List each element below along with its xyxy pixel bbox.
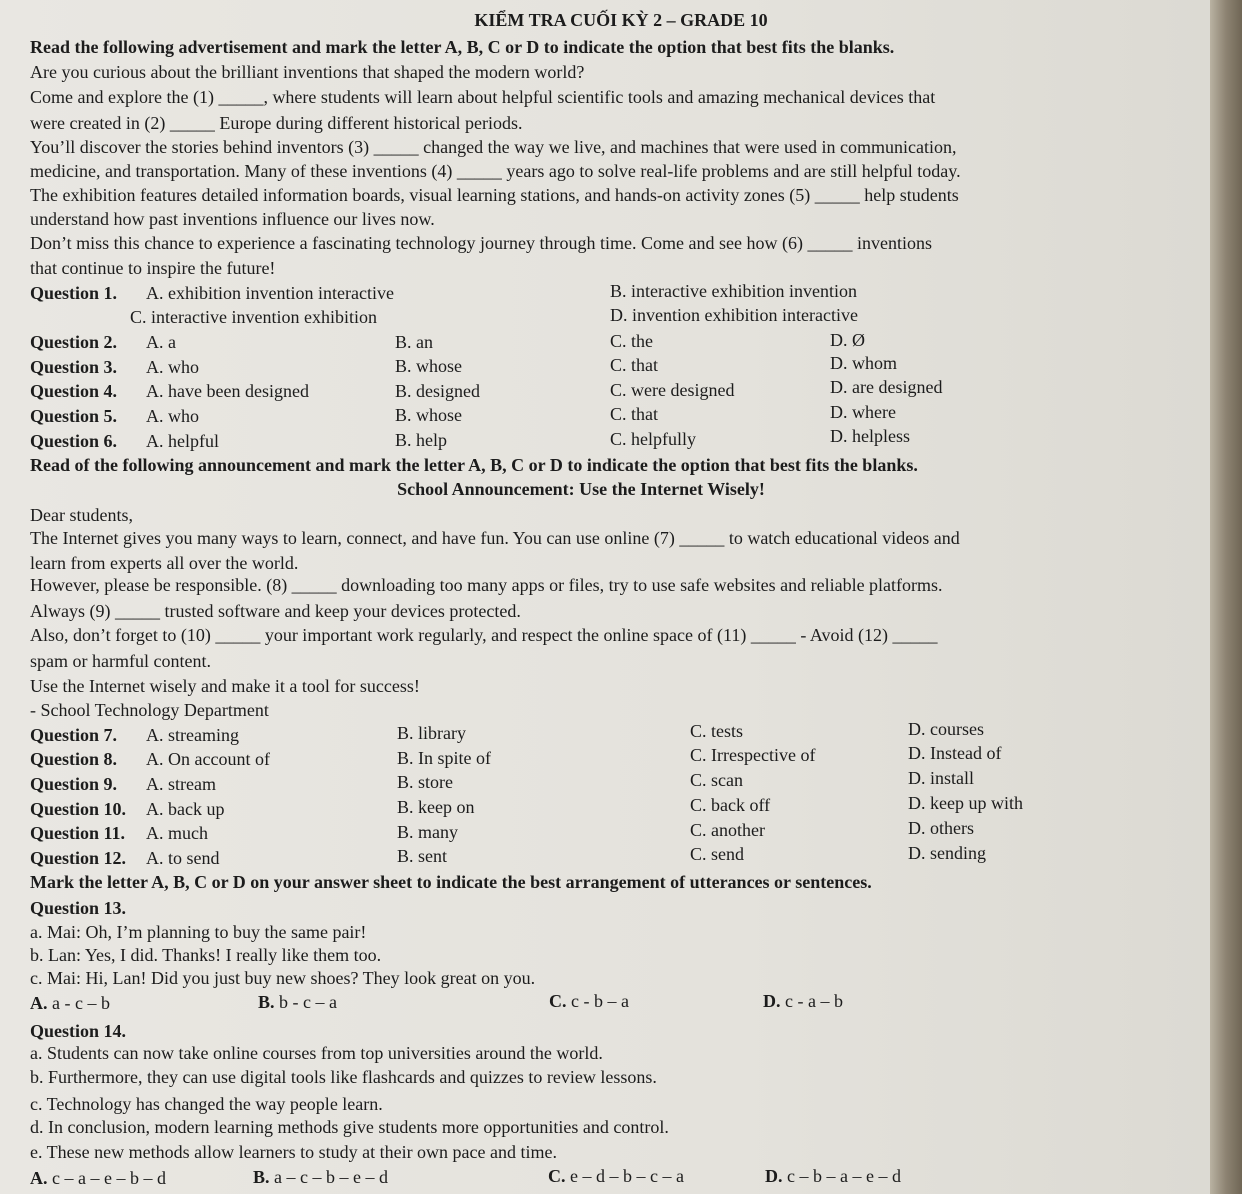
option-text: a – c – b – e – d	[274, 1167, 388, 1187]
question-label: Question 14.	[30, 1021, 127, 1041]
option-d: D. install	[908, 768, 974, 788]
exam-title: KIỂM TRA CUỐI KỲ 2 – GRADE 10	[474, 10, 768, 30]
sentence-line: d. In conclusion, modern learning methods give students more opportunities and control.	[30, 1117, 669, 1137]
option-text: c – b – a – e – d	[787, 1166, 901, 1186]
question-label: Question 10.	[30, 799, 127, 819]
question-label: Question 4.	[30, 381, 118, 401]
passage1-line: Don’t miss this chance to experience a fascinating technology journey through time. Come and see how (6) _____ inventions	[30, 233, 932, 253]
option-c: C. interactive invention exhibition	[130, 307, 377, 327]
option-a	[30, 1167, 166, 1189]
passage2-line: However, please be responsible. (8) _____ downloading too many apps or files, try to use safe websites and reliable platforms.	[30, 575, 943, 595]
option-c: C. helpfully	[610, 429, 696, 449]
option-b	[258, 991, 337, 1013]
option-a: A. have been designed	[146, 381, 309, 401]
option-letter: A.	[30, 993, 48, 1013]
option-c: C. the	[610, 331, 653, 351]
option-b: B. In spite of	[397, 748, 491, 768]
utterance-line: c. Mai: Hi, Lan! Did you just buy new shoes? They look great on you.	[30, 968, 536, 988]
question-label: Question 9.	[30, 774, 118, 794]
question-label: Question 3.	[30, 357, 118, 377]
passage1-line: The exhibition features detailed information boards, visual learning stations, and hands-on activity zones (5) _____ help students	[30, 185, 959, 205]
option-d: D. sending	[908, 843, 986, 863]
sentence-line: a. Students can now take online courses from top universities around the world.	[30, 1043, 603, 1063]
question-label: Question 2.	[30, 332, 118, 352]
part1-instruction: Read the following advertisement and mark the letter A, B, C or D to indicate the option that best fits the blanks.	[30, 37, 895, 57]
option-c: C. tests	[690, 721, 744, 741]
question-label: Question 1.	[30, 283, 118, 303]
option-c: C. were designed	[610, 380, 735, 400]
passage2-line: learn from experts all over the world.	[30, 553, 299, 573]
option-d	[763, 990, 843, 1012]
option-a: A. to send	[146, 848, 220, 868]
option-b: B. whose	[395, 405, 462, 425]
option-c	[549, 990, 629, 1012]
question-label: Question 6.	[30, 431, 118, 451]
part3-instruction: Mark the letter A, B, C or D on your answer sheet to indicate the best arrangement of utterances or sentences.	[30, 872, 872, 892]
option-d: D. Ø	[830, 330, 865, 350]
option-d: D. are designed	[830, 377, 943, 397]
passage2-line: Always (9) _____ trusted software and keep your devices protected.	[30, 601, 521, 621]
passage1-line: were created in (2) _____ Europe during different historical periods.	[30, 113, 523, 133]
option-text: c – a – e – b – d	[52, 1168, 166, 1188]
option-a: A. much	[146, 823, 208, 843]
option-letter: D.	[763, 991, 781, 1011]
option-d: D. helpless	[830, 426, 910, 446]
option-c: C. back off	[690, 795, 771, 815]
passage1-line: Are you curious about the brilliant inventions that shaped the modern world?	[30, 62, 585, 82]
utterance-line: b. Lan: Yes, I did. Thanks! I really like them too.	[30, 945, 382, 965]
passage2-line: Use the Internet wisely and make it a tool for success!	[30, 676, 420, 696]
passage2-line: Also, don’t forget to (10) _____ your important work regularly, and respect the online space of (11) _____ - Avoid (12) _____	[30, 625, 938, 645]
option-b: B. designed	[395, 381, 480, 401]
option-d: D. invention exhibition interactive	[610, 305, 858, 325]
passage1-line: understand how past inventions influence our lives now.	[30, 209, 435, 229]
question-label: Question 8.	[30, 749, 118, 769]
option-b: B. library	[397, 723, 466, 743]
option-letter: C.	[549, 991, 567, 1011]
passage2-line: spam or harmful content.	[30, 651, 211, 671]
question-label: Question 12.	[30, 848, 127, 868]
question-label: Question 7.	[30, 725, 118, 745]
option-c	[548, 1165, 684, 1187]
sentence-line: b. Furthermore, they can use digital tools like flashcards and quizzes to review lessons.	[30, 1067, 657, 1087]
option-letter: B.	[258, 992, 275, 1012]
option-text: b - c – a	[279, 992, 337, 1012]
option-a: A. streaming	[146, 725, 239, 745]
option-a: A. who	[146, 357, 199, 377]
option-b: B. an	[395, 332, 433, 352]
option-d: D. keep up with	[908, 793, 1023, 813]
option-a: A. back up	[146, 799, 225, 819]
option-text: e – d – b – c – a	[570, 1166, 684, 1186]
option-d: D. others	[908, 818, 974, 838]
option-a: A. stream	[146, 774, 216, 794]
passage1-line: that continue to inspire the future!	[30, 258, 276, 278]
part2-instruction: Read of the following announcement and mark the letter A, B, C or D to indicate the option that best fits the blanks.	[30, 455, 918, 475]
question-label: Question 5.	[30, 406, 118, 426]
option-d: D. Instead of	[908, 743, 1002, 763]
passage2-line: Dear students,	[30, 505, 133, 525]
passage2-line: The Internet gives you many ways to learn, connect, and have fun. You can use online (7) _____ to watch educational videos and	[30, 528, 960, 548]
option-a: A. exhibition invention interactive	[146, 283, 394, 303]
announcement-heading: School Announcement: Use the Internet Wisely!	[397, 479, 765, 499]
option-text: a - c – b	[52, 993, 110, 1013]
option-a: A. who	[146, 406, 199, 426]
option-letter: C.	[548, 1166, 566, 1186]
option-letter: D.	[765, 1166, 783, 1186]
option-a: A. helpful	[146, 431, 219, 451]
option-d: D. whom	[830, 353, 897, 373]
option-b: B. many	[397, 822, 458, 842]
option-d	[765, 1165, 901, 1187]
question-label: Question 13.	[30, 898, 127, 918]
option-b: B. whose	[395, 356, 462, 376]
option-text: c - a – b	[785, 991, 843, 1011]
option-letter: B.	[253, 1167, 270, 1187]
option-c: C. that	[610, 355, 658, 375]
option-text: c - b – a	[571, 991, 629, 1011]
option-c: C. that	[610, 404, 658, 424]
option-c: C. another	[690, 820, 765, 840]
option-letter: A.	[30, 1168, 48, 1188]
option-b	[253, 1166, 388, 1188]
passage1-line: You’ll discover the stories behind inventors (3) _____ changed the way we live, and machines that were used in communication,	[30, 137, 957, 157]
question-label: Question 11.	[30, 823, 126, 843]
option-d: D. courses	[908, 719, 984, 739]
sentence-line: c. Technology has changed the way people learn.	[30, 1094, 383, 1114]
option-a: A. On account of	[146, 749, 270, 769]
option-c: C. scan	[690, 770, 743, 790]
passage1-line: Come and explore the (1) _____, where students will learn about helpful scientific tools and amazing mechanical devices that	[30, 87, 936, 107]
option-a: A. a	[146, 332, 176, 352]
sentence-line: e. These new methods allow learners to study at their own pace and time.	[30, 1142, 558, 1162]
option-b: B. store	[397, 772, 453, 792]
option-c: C. Irrespective of	[690, 745, 816, 765]
utterance-line: a. Mai: Oh, I’m planning to buy the same pair!	[30, 922, 367, 942]
option-b: B. help	[395, 430, 447, 450]
passage2-line: - School Technology Department	[30, 700, 269, 720]
option-b: B. keep on	[397, 797, 475, 817]
option-d: D. where	[830, 402, 896, 422]
option-b: B. interactive exhibition invention	[610, 281, 857, 301]
option-b: B. sent	[397, 846, 448, 866]
option-c: C. send	[690, 844, 744, 864]
option-a	[30, 992, 110, 1014]
desk-edge	[1210, 0, 1242, 1194]
passage1-line: medicine, and transportation. Many of these inventions (4) _____ years ago to solve real-life problems and are still helpful today.	[30, 161, 961, 181]
